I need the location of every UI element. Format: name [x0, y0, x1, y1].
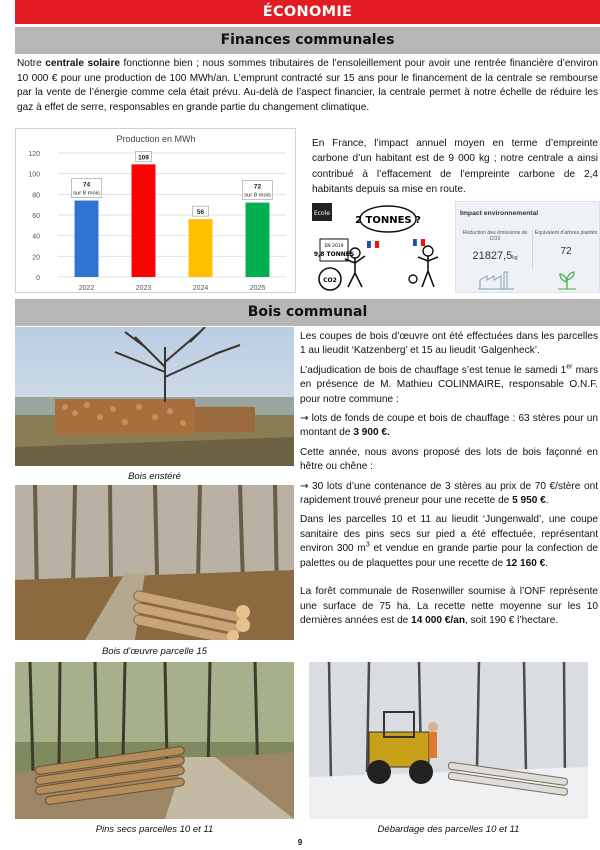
caption-bois-oeuvre: Bois d’œuvre parcelle 15 [101, 646, 208, 657]
data-label: sur 8 mois [244, 192, 271, 199]
bois-paragraph-lots-30: → 30 lots d’une contenance de 3 stères au prix de 70 €/stère ont rapidement trouvé preneur pour une recette de 5 950 €. [300, 480, 598, 507]
photo-bois-oeuvre [15, 485, 294, 640]
trees-value: 72 [560, 246, 572, 257]
bois-paragraph-pins: Dans les parcelles 10 et 11 au lieudit ‘Jungenwald’, une coupe sanitaire des pins secs sur pied a été effectuée, représentant environ 300 $m^3$ et vendue en grande partie pour la confection de palettes ou de plaquettes pour une recette de 12 160 €. [300, 514, 598, 569]
co2-value: 21827,5kg [472, 250, 518, 262]
bois-text-column [300, 330, 598, 628]
page-number: 9 [297, 838, 303, 847]
caption-debardage: Débardage des parcelles 10 et 11 [377, 824, 520, 835]
y-tick-label: 40 [32, 233, 40, 241]
intro-text-run: fonctionne bien ; nous sommes tributaires de l’ensoleillement pour avoir une rentrée financière d’environ 10 000 € pour une production de 100 MWh/an. L’emprunt contracté sur 15 ans pour le financement de la centrale se rembourse par la vente de l’énergie comme cela était prévu. Au-delà de l’aspect financier, la centrale permet à notre échelle de réduire les gaz à effet de serre, responsables en grande partie du changement climatique. [17, 58, 598, 113]
x-tick-label: 2025 [249, 285, 266, 292]
intro-text-run: Notre [17, 58, 46, 69]
x-tick-label: 2022 [78, 285, 95, 292]
photo-debardage [309, 662, 588, 819]
intro-text-run: centrale solaire [45, 58, 120, 69]
svg-text:EN 2019: EN 2019 [324, 244, 344, 249]
photo-pins-secs [15, 662, 294, 819]
data-label: sur 8 mois [73, 190, 100, 197]
impact-title: Impact environnemental [460, 210, 539, 217]
bar [75, 201, 99, 277]
x-tick-label: 2024 [192, 285, 209, 292]
page-title-banner: ÉCONOMIE [15, 0, 600, 24]
y-tick-label: 20 [32, 254, 40, 262]
data-label: 56 [196, 209, 205, 217]
x-tick-label: 2023 [135, 285, 152, 292]
finances-intro-paragraph [17, 57, 598, 115]
bois-paragraph-lots-chauffage: → lots de fonds de coupe et bois de chauffage : 63 stères pour un montant de 3 900 €. [300, 413, 598, 439]
chart-title: Production en MWh [116, 134, 196, 144]
bois-paragraph-faconne: Cette année, nous avons proposé des lots de bois façonné en hêtre ou chêne : [300, 446, 598, 473]
bois-paragraph-adjudication: L’adjudication de bois de chauffage s’est tenue le samedi 1er mars en présence de M. Mathieu COLINMAIRE, responsable O.N.F. pour notre commune : [300, 363, 598, 405]
y-tick-label: 80 [32, 192, 40, 200]
production-chart [15, 128, 296, 293]
bois-paragraph-foret: La forêt communale de Rosenwiller soumise à l’ONF représente une surface de 75 ha. La recette nette moyenne sur les 10 dernières années est de 14 000 €/an, soit 190 € l’hectare. [300, 586, 598, 626]
factory-icon [478, 270, 514, 290]
data-label: 72 [253, 183, 262, 191]
bar [189, 219, 213, 277]
y-tick-label: 100 [28, 171, 40, 179]
co2-label: Réduction des émissions de CO2 [462, 230, 528, 242]
section-header-finances: Finances communales [15, 27, 600, 54]
photo-bois-enstere [15, 327, 294, 466]
trees-label: Equivalent d’arbres plantés [534, 230, 598, 236]
caption-pins-secs: Pins secs parcelles 10 et 11 [95, 824, 214, 835]
section-header-bois: Bois communal [15, 299, 600, 326]
y-tick-label: 120 [28, 151, 40, 158]
bar [132, 164, 156, 277]
data-label: 74 [82, 181, 91, 189]
speech-bubble-text: 2 TONNES ? [355, 215, 421, 226]
data-label: 109 [138, 154, 149, 162]
svg-text:CO2: CO2 [323, 277, 337, 284]
bar [246, 203, 270, 277]
environmental-impact-card [455, 201, 600, 293]
carbon-cartoon-illustration [310, 201, 450, 293]
plant-icon [556, 270, 578, 290]
y-tick-label: 60 [32, 213, 40, 220]
svg-text:9,8 TONNES: 9,8 TONNES [313, 251, 355, 258]
bois-paragraph-coupes: Les coupes de bois d’œuvre ont été effectuées dans les parcelles 1 au lieudit ‘Katzenberg’ et 15 au lieudit ‘Galgenheck’. [300, 331, 598, 357]
production-chart-svg [16, 129, 297, 294]
caption-bois-enstere: Bois enstéré [128, 471, 181, 482]
carbon-footprint-text: En France, l’impact annuel moyen en terme d’empreinte carbone d’un habitant est de 9 000 kg ; notre centrale a ainsi contribué à l’effacement de l’empreinte carbone de 2,4 habitants depuis sa mise en route. [312, 138, 598, 196]
school-logo-text: Ecole [313, 210, 331, 217]
y-tick-label: 0 [36, 275, 40, 282]
